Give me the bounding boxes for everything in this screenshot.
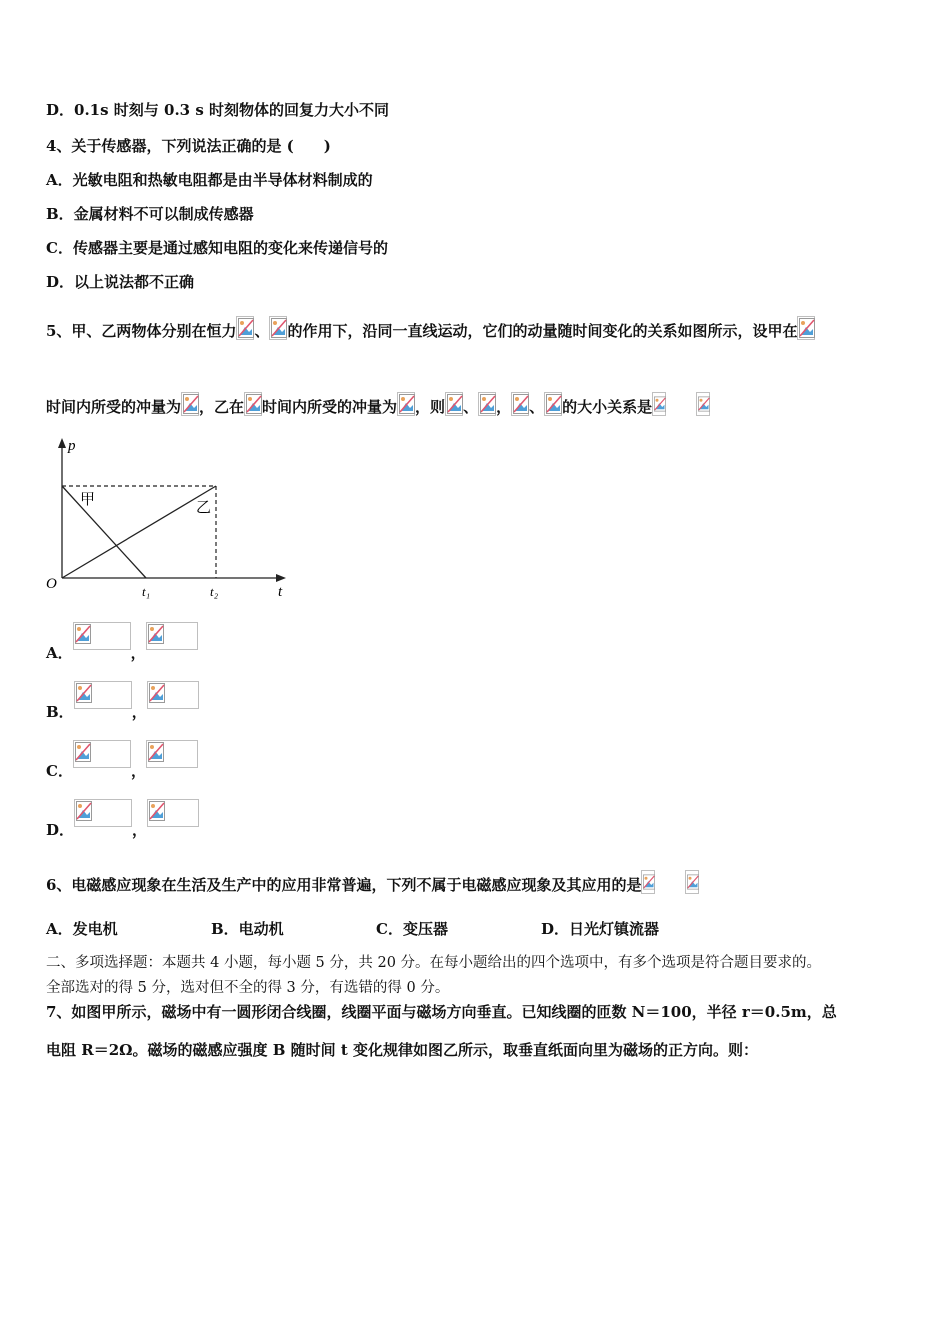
broken-image-icon	[146, 740, 198, 768]
q4-stem: 4、关于传感器，下列说法正确的是 ( )	[46, 137, 331, 155]
q3-option-d: D．0.1s 时刻与 0.3 s 时刻物体的回复力大小不同	[46, 101, 389, 119]
broken-image-icon	[147, 799, 199, 827]
momentum-time-graph	[40, 436, 300, 606]
broken-image-icon	[685, 870, 699, 894]
broken-image-icon	[445, 392, 463, 416]
q4-option-b: B．金属材料不可以制成传感器	[46, 205, 254, 223]
y-axis-arrow	[58, 438, 66, 448]
broken-image-icon	[147, 681, 199, 709]
origin-label: O	[46, 576, 57, 592]
broken-image-icon	[146, 622, 198, 650]
q6-option-c: C．变压器	[376, 920, 448, 938]
broken-image-icon	[478, 392, 496, 416]
label-yi: 乙	[196, 498, 212, 516]
q5-stem-line1: 5、甲、乙两物体分别在恒力 、 的作用下，沿同一直线运动，它们的动量随时间变化的关系如图所示，设甲在	[46, 316, 815, 341]
broken-image-icon	[73, 622, 131, 650]
broken-image-icon	[73, 740, 131, 768]
broken-image-icon	[181, 392, 199, 416]
section2-heading-line1: 二、多项选择题：本题共 4 小题，每小题 5 分，共 20 分。在每小题给出的四个选项中，有多个选项是符合题目要求的。	[46, 955, 822, 971]
q7-line2: 电阻 R＝2Ω。磁场的磁感应强度 B 随时间 t 变化规律如图乙所示，取垂直纸面向里为磁场的正方向。则：	[46, 1041, 758, 1059]
broken-image-icon	[696, 392, 710, 416]
broken-image-icon	[544, 392, 562, 416]
q4-option-c: C．传感器主要是通过感知电阻的变化来传递信号的	[46, 239, 388, 257]
broken-image-icon	[511, 392, 529, 416]
broken-image-icon	[74, 681, 132, 709]
q7-line1: 7、如图甲所示，磁场中有一圆形闭合线圈，线圈平面与磁场方向垂直。已知线圈的匝数 N＝100，半径 r＝0.5m，总	[46, 1003, 837, 1021]
broken-image-icon	[641, 870, 655, 894]
x-axis-label: t	[278, 584, 283, 600]
q6-stem: 6、电磁感应现象在生活及生产中的应用非常普遍，下列不属于电磁感应现象及其应用的是	[46, 870, 699, 895]
broken-image-icon	[236, 316, 254, 340]
section2-heading-line2: 全部选对的得 5 分，选对但不全的得 3 分，有选错的得 0 分。	[46, 980, 450, 996]
broken-image-icon	[244, 392, 262, 416]
broken-image-icon	[269, 316, 287, 340]
broken-image-icon	[797, 316, 815, 340]
q5-stem-line2: 时间内所受的冲量为 ，乙在 时间内所受的冲量为 ，则 、 ， 、 的大小关系是	[46, 392, 710, 417]
broken-image-icon	[397, 392, 415, 416]
q5-option-d: D． ，	[46, 799, 199, 840]
x-axis-arrow	[276, 574, 286, 582]
q6-option-b: B．电动机	[211, 920, 284, 938]
t1-label: t₁	[142, 584, 151, 599]
q5-option-b: B． ，	[46, 681, 199, 722]
q6-option-a: A．发电机	[46, 920, 118, 938]
q5-option-c: C． ，	[46, 740, 198, 781]
broken-image-icon	[74, 799, 132, 827]
t2-label: t₂	[210, 584, 219, 599]
q6-option-d: D．日光灯镇流器	[541, 920, 660, 938]
broken-image-icon	[652, 392, 666, 416]
q4-option-a: A．光敏电阻和热敏电阻都是由半导体材料制成的	[46, 171, 373, 189]
y-axis-label: p	[68, 438, 76, 454]
q4-option-d: D．以上说法都不正确	[46, 273, 195, 291]
q6-options	[46, 918, 706, 939]
label-jia: 甲	[80, 490, 96, 508]
line-jia	[62, 486, 146, 578]
q5-option-a: A． ，	[46, 622, 198, 663]
